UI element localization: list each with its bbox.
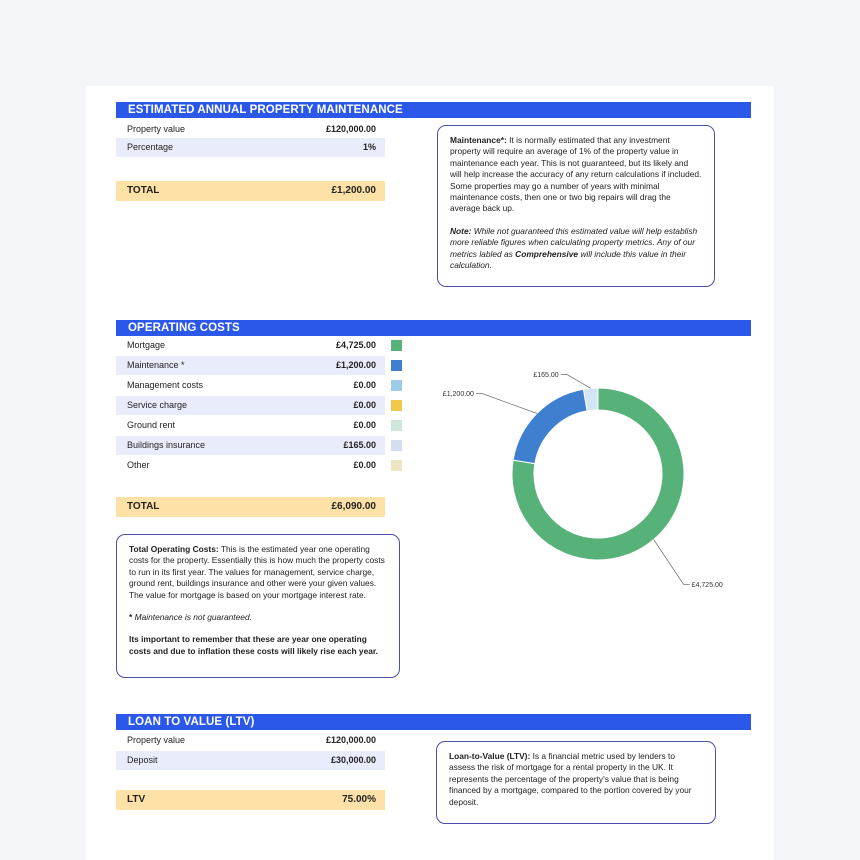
operating-info-note [116, 534, 400, 678]
maintenance-total-row [116, 181, 385, 201]
operating-row [116, 356, 385, 375]
row-value: £4,725.00 [335, 340, 376, 350]
note-title: Total Operating Costs: [129, 544, 219, 554]
total-label: TOTAL [127, 501, 160, 512]
maintenance-row-property-value [116, 120, 385, 139]
note-asterisk-text: Maintenance is not guaranteed. [134, 612, 252, 623]
operating-costs-donut-chart [426, 356, 746, 590]
legend-swatch [391, 360, 402, 371]
data-label: £165.00 [533, 371, 559, 379]
note-strong: Comprehensive [515, 248, 579, 259]
row-value: £165.00 [343, 440, 376, 450]
note-text-2: will include this value in their calculation. [450, 248, 687, 271]
row-value: £30,000.00 [330, 755, 376, 765]
total-label: TOTAL [127, 185, 160, 196]
legend-swatch [391, 460, 402, 471]
ltv-total-row [116, 790, 385, 810]
note-title: Loan-to-Value (LTV): [449, 751, 531, 761]
legend-swatch [391, 400, 402, 411]
total-value: 75.00% [342, 794, 376, 805]
data-label-leader [561, 374, 591, 388]
row-value: £0.00 [353, 400, 376, 410]
maintenance-row-percentage [116, 138, 385, 157]
operating-total-row [116, 497, 385, 517]
legend-swatch [391, 440, 402, 451]
note-asterisk: * [129, 612, 133, 623]
maintenance-section-header: ESTIMATED ANNUAL PROPERTY MAINTENANCE [116, 102, 751, 118]
report-page [86, 86, 774, 860]
data-label-leader [654, 540, 690, 585]
data-label-leader [476, 393, 537, 413]
total-value: £6,090.00 [331, 501, 376, 512]
row-value: £0.00 [353, 380, 376, 390]
row-label: Management costs [127, 380, 204, 390]
row-value: £0.00 [353, 420, 376, 430]
row-label: Maintenance * [127, 360, 185, 370]
donut-slice [513, 389, 587, 463]
note-title: Maintenance*: [450, 135, 507, 145]
operating-row [116, 376, 385, 395]
row-value: £120,000.00 [325, 124, 376, 134]
row-label: Service charge [127, 400, 188, 410]
operating-row [116, 416, 385, 435]
row-label: Property value [127, 124, 186, 134]
row-value: £120,000.00 [325, 735, 376, 745]
operating-section-header: OPERATING COSTS [116, 320, 751, 336]
row-label: Other [127, 460, 150, 470]
data-label: £4,725.00 [691, 582, 723, 590]
row-value: £0.00 [353, 460, 376, 470]
operating-row [116, 396, 385, 415]
ltv-section-header: LOAN TO VALUE (LTV) [116, 714, 751, 730]
row-label: Percentage [127, 142, 174, 152]
ltv-row-property-value [116, 731, 385, 750]
note-text-1: While not guaranteed this estimated value will help establish more reliable figures when calculating property metrics. Any of our metrics labled as [450, 225, 698, 259]
total-label: LTV [127, 794, 146, 805]
note-body: Is a financial metric used by lenders to assess the risk of mortgage for a rental property in the UK. It represents the percentage of the property's value that is being financed by a mortgage, compared to the portion covered by your deposit. [449, 751, 692, 807]
row-label: Ground rent [127, 420, 176, 430]
ltv-row-deposit [116, 751, 385, 770]
row-label: Deposit [127, 755, 158, 765]
legend-swatch [391, 340, 402, 351]
legend-swatch [391, 420, 402, 431]
row-label: Buildings insurance [127, 440, 206, 450]
note-body: It is normally estimated that any investment property will require an average of 1% of the property value in maintenance each year. This is not guaranteed, but its likely and will help increase the accuracy of any return calculations if included. Some properties may go a number of years with minimal maintenance costs, then one or two big repairs will drag the average back up. [450, 135, 702, 214]
row-label: Mortgage [127, 340, 166, 350]
operating-row [116, 456, 385, 475]
note-body: This is the estimated year one operating costs for the property. Essentially this is how much the property costs to run in its first year. The values for management, service charge, ground rent, buildings insurance and other were your given values. The value for mortgage is based on your mortgage interest rate. [129, 544, 385, 600]
note-label: Note: [450, 225, 472, 236]
data-label: £1,200.00 [442, 390, 474, 398]
note-warning: Its important to remember that these are year one operating costs and due to inflation these costs will likely rise each year. [129, 634, 379, 656]
operating-row [116, 336, 385, 355]
ltv-info-note [436, 741, 716, 824]
row-value: 1% [362, 142, 376, 152]
total-value: £1,200.00 [331, 185, 376, 196]
legend-swatch [391, 380, 402, 391]
operating-row [116, 436, 385, 455]
row-label: Property value [127, 735, 186, 745]
maintenance-info-note [437, 125, 715, 287]
row-value: £1,200.00 [335, 360, 376, 370]
